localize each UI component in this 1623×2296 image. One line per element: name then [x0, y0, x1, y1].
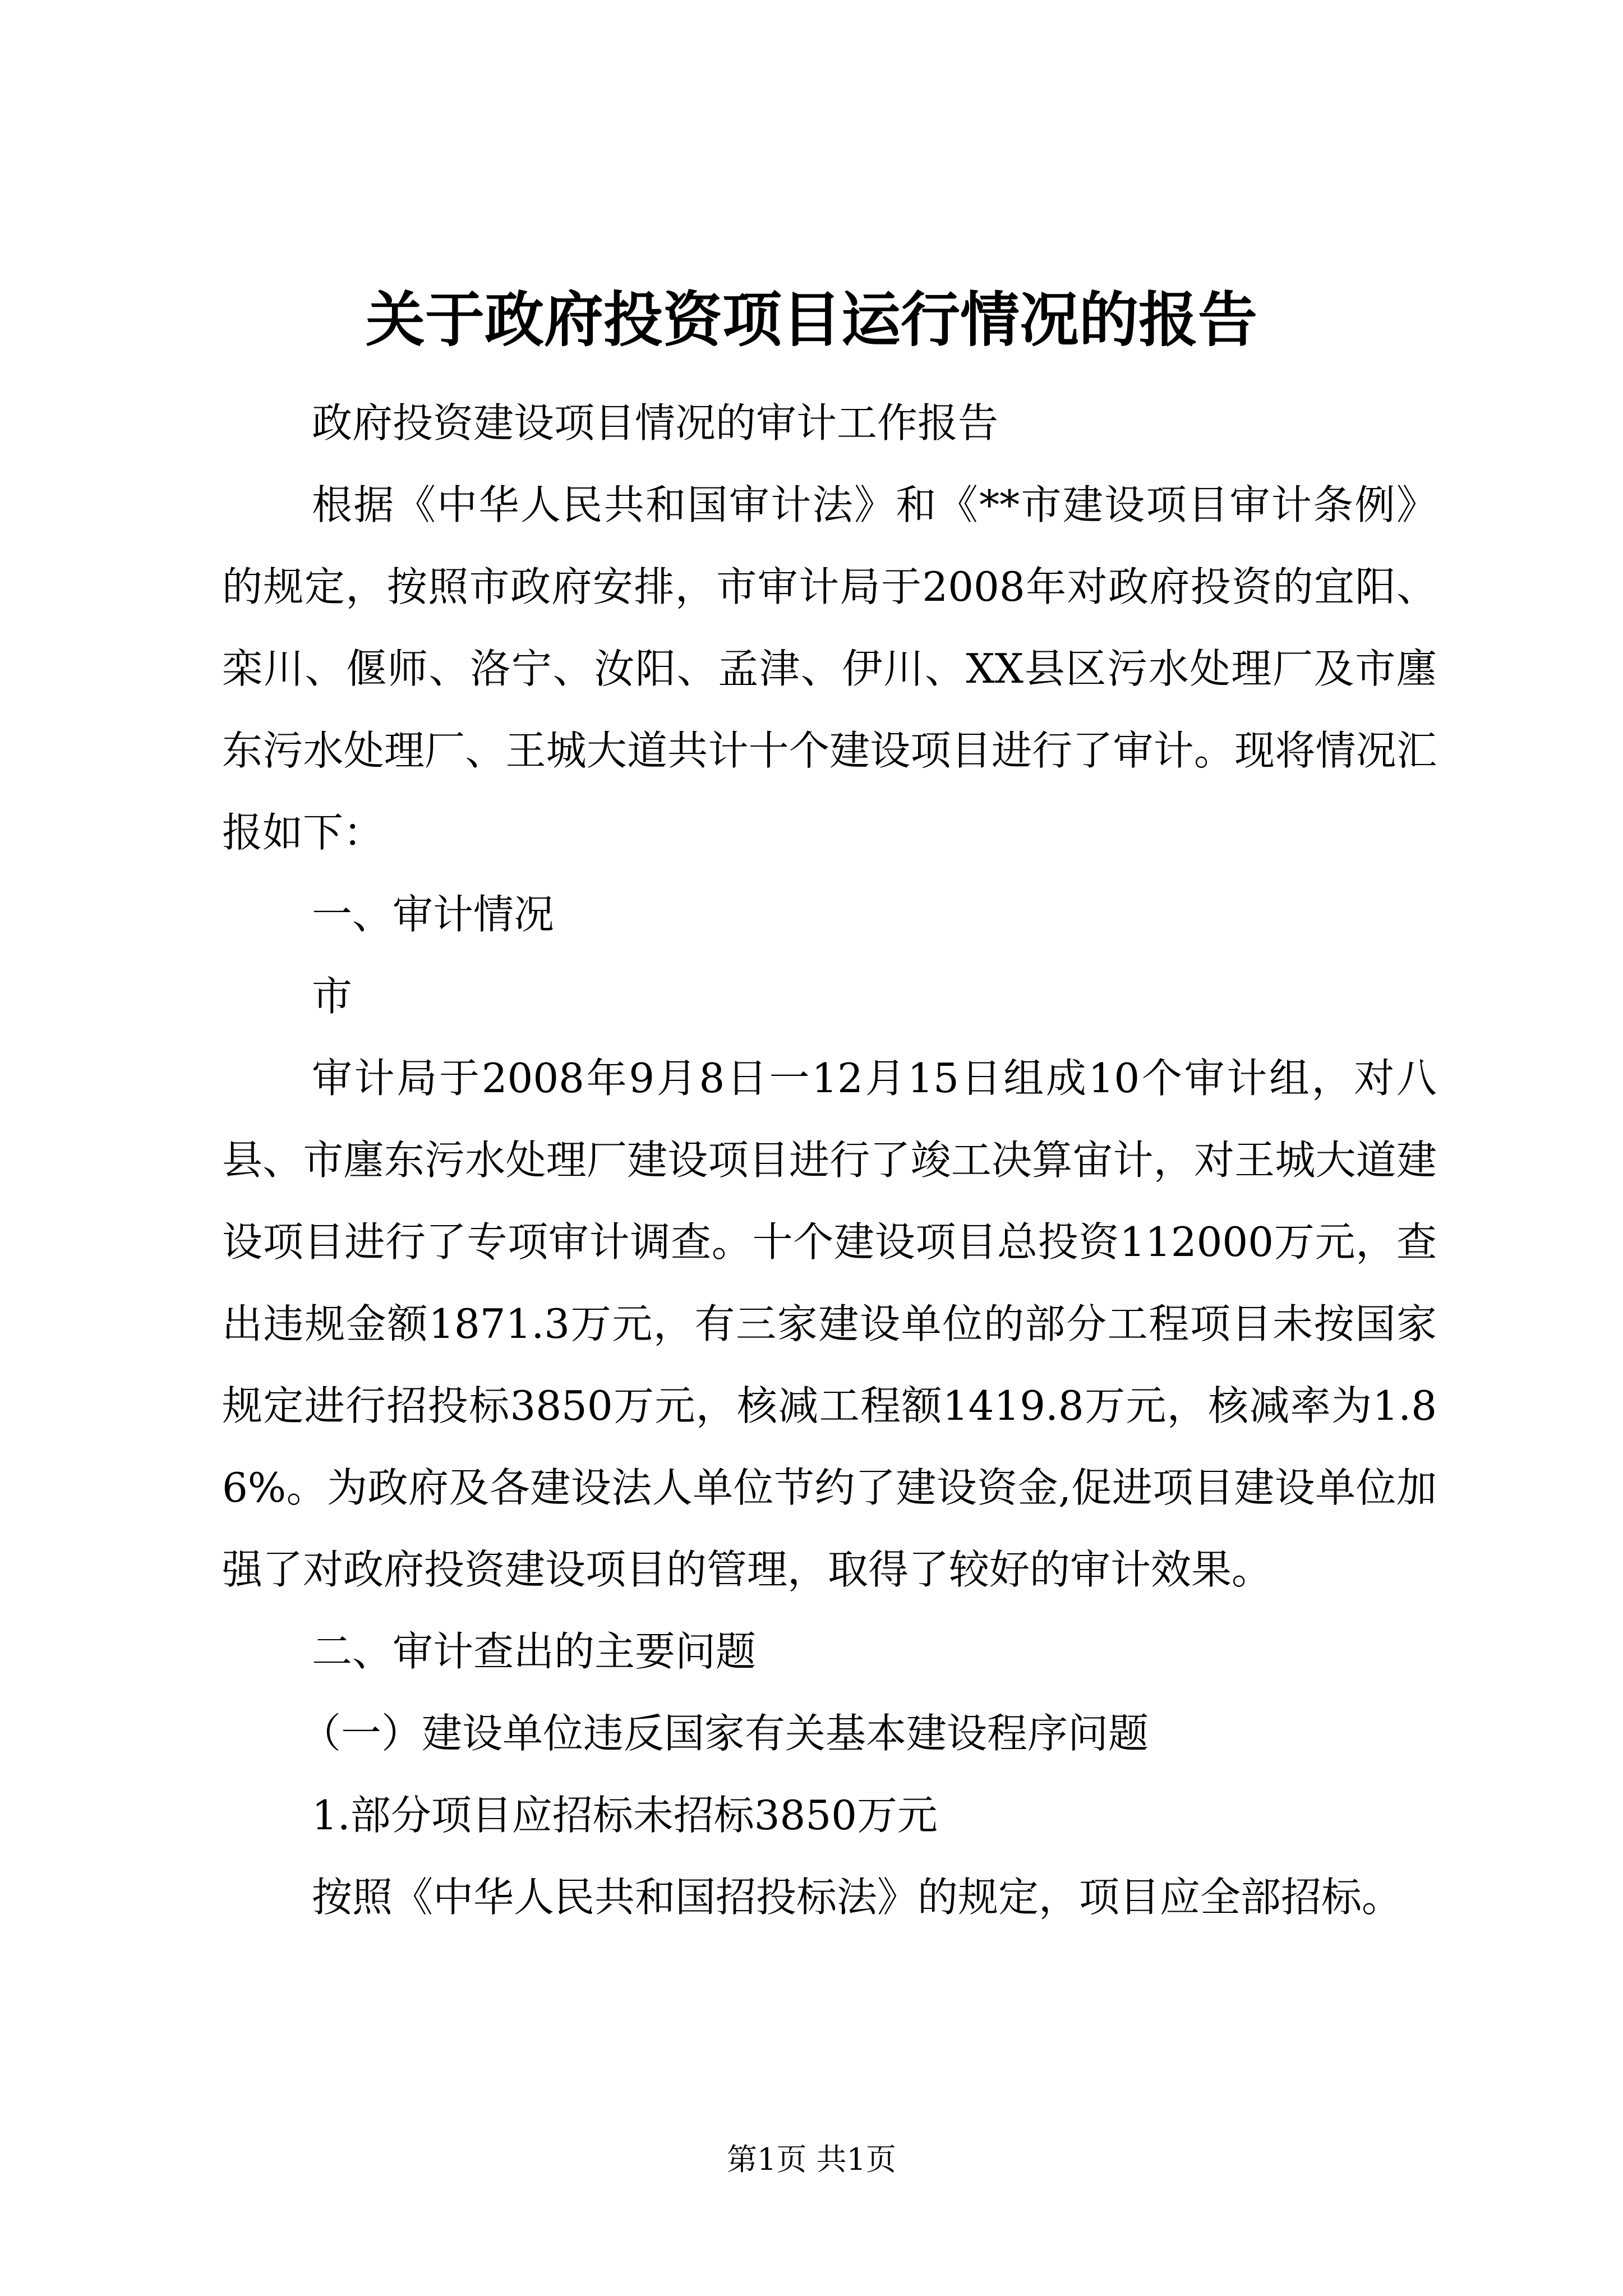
- page-footer: 第1页 共1页: [727, 2142, 896, 2177]
- document-title: 关于政府投资项目运行情况的报告: [366, 284, 1257, 355]
- paragraph-intro: 根据《中华人民共和国审计法》和《**市建设项目审计条例》的规定，按照市政府安排，市审计局于2008年对政府投资的宜阳、栾川、偃师、洛宁、汝阳、孟津、伊川、XX县区污水处理厂及市廛东污水处理厂、王城大道共计十个建设项目进行了审计。现将情况汇报如下：: [222, 481, 1437, 856]
- paragraph-subtitle: 政府投资建设项目情况的审计工作报告: [312, 399, 999, 447]
- item-heading-1: 1.部分项目应招标未招标3850万元: [312, 1792, 938, 1839]
- document-body: [222, 382, 1437, 1938]
- paragraph-bidding-law: 按照《中华人民共和国招投标法》的规定，项目应全部招标。: [312, 1874, 1403, 1921]
- section-heading-2: 二、审计查出的主要问题: [312, 1628, 757, 1675]
- paragraph-audit-details: 审计局于2008年9月8日一12月15日组成10个审计组，对八县、市廛东污水处理厂建设项目进行了竣工决算宙计，对王城大道建设项目进行了专项审计调查。十个建设项目总投资112000万元，查出违规金额1871.3万元，有三家建设单位的部分工程项目未按国家规定进行招投标3850万元，核减工程额1419.8万元，核减率为1.86%。为政府及各建设法人单位节约了建设资金,促进项目建设单位加强了对政府投资建设项目的管理，取得了较好的审计效果。: [222, 1055, 1437, 1593]
- subsection-heading-1: （一）建设单位违反国家有关基本建设程序问题: [301, 1710, 1149, 1757]
- section-heading-1: 一、审计情况: [312, 891, 555, 938]
- paragraph-fragment: 市: [312, 973, 353, 1020]
